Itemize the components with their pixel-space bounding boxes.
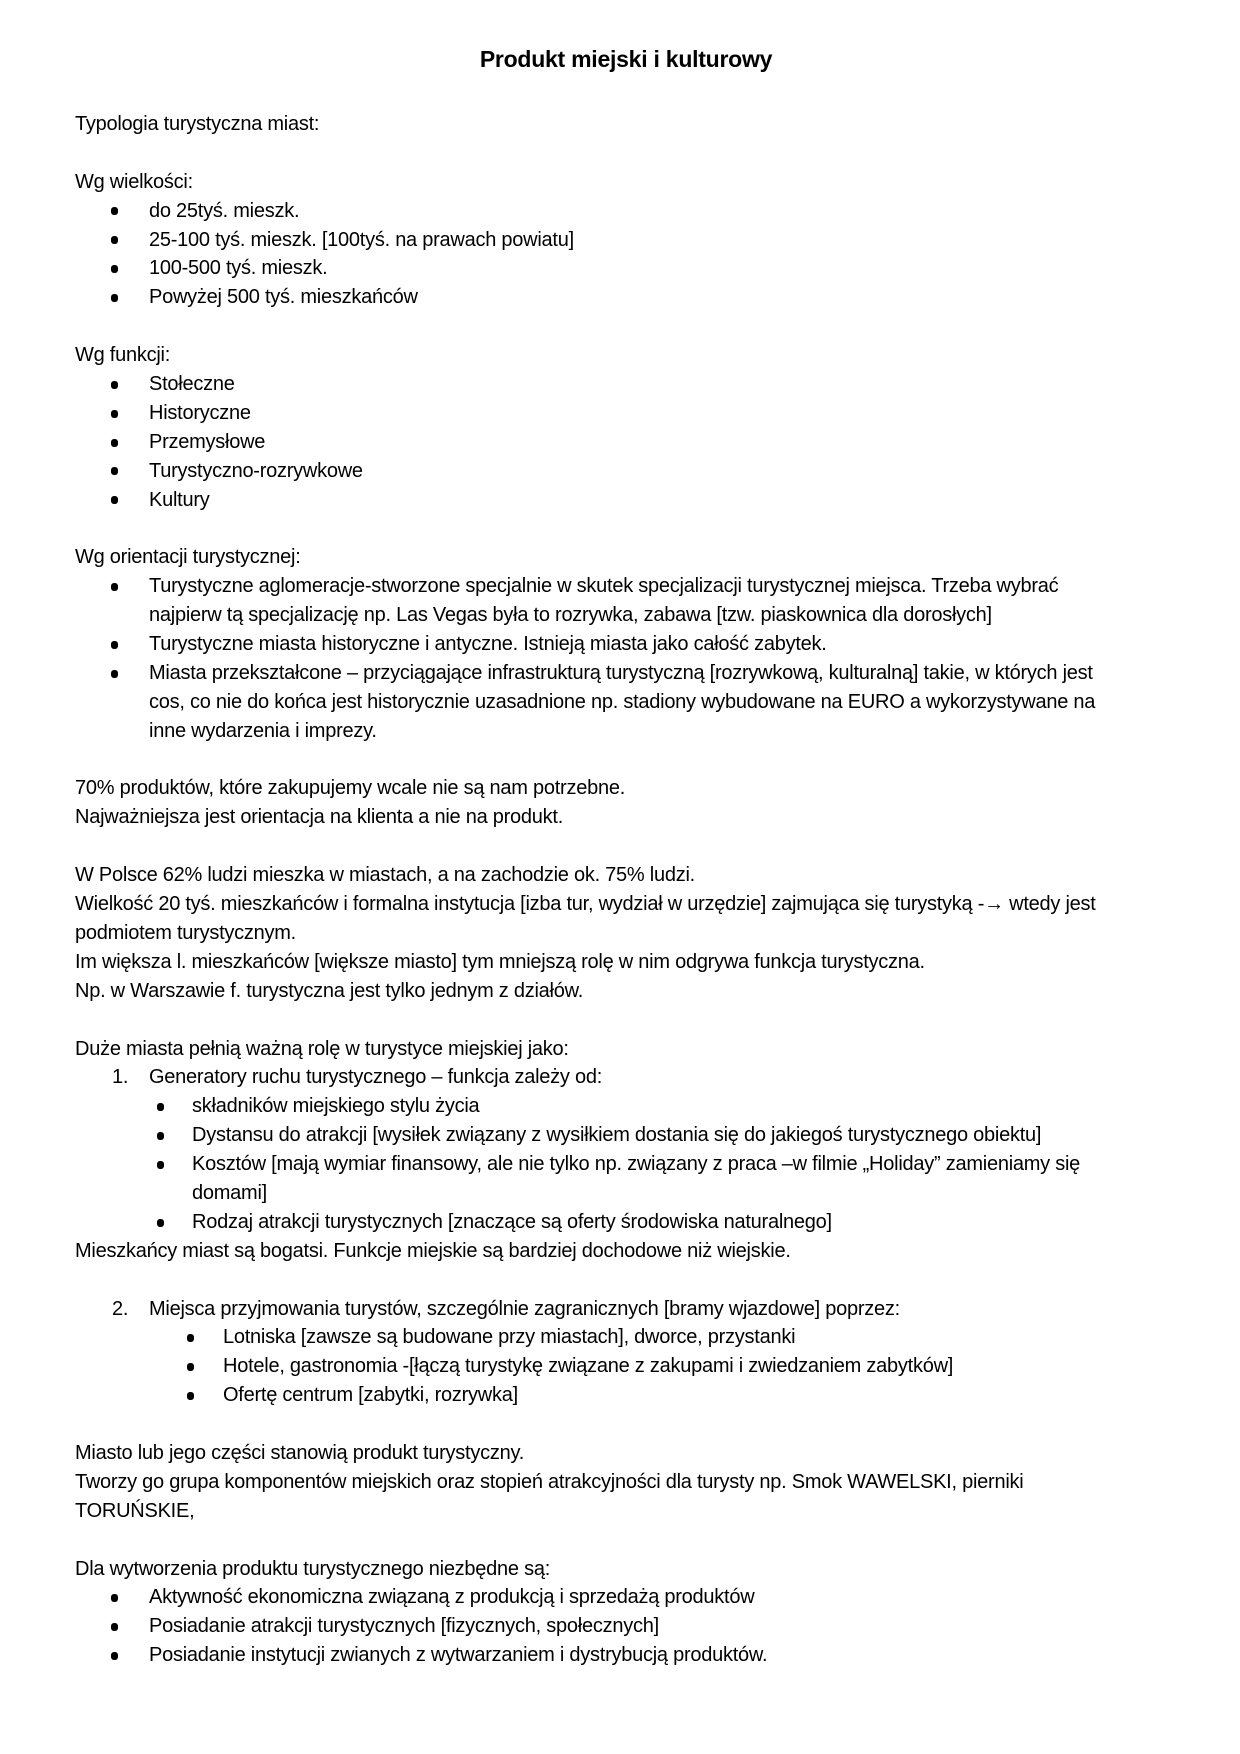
sub-list-item [75, 1150, 1195, 1179]
list-item-continuation: najpierw tą specjalizację np. Las Vegas była to rozrywka, zabawa [tzw. piaskownica dla dorosłych] [149, 604, 992, 627]
list-item-text: Turystyczne miasta historyczne i antyczne. Istnieją miasta jako całość zabytek. [149, 633, 827, 656]
list-item [75, 283, 1195, 312]
list-item-text: Historyczne [149, 401, 251, 424]
list-item-text: Ofertę centrum [zabytki, rozrywka] [223, 1384, 518, 1407]
list-item [75, 197, 1195, 226]
sub-list-item [75, 1323, 1195, 1352]
list-item-text: Kultury [149, 488, 210, 511]
numbered-item [75, 1063, 1195, 1092]
bullet-icon [187, 1323, 194, 1352]
list-item [75, 254, 1195, 283]
bullet-icon [111, 486, 118, 515]
list-item [75, 457, 1195, 486]
paragraph-line: W Polsce 62% ludzi mieszka w miastach, a na zachodzie ok. 75% ludzi. [75, 864, 695, 887]
bullet-icon [111, 254, 118, 283]
bullet-icon [111, 659, 118, 688]
sub-list-item [75, 1381, 1195, 1410]
bullet-icon [111, 370, 118, 399]
list-item [75, 1612, 1195, 1641]
numbered-item-text: Generatory ruchu turystycznego – funkcja zależy od: [149, 1066, 603, 1089]
bullet-icon [111, 1612, 118, 1641]
list-item-text: Turystyczno-rozrywkowe [149, 459, 363, 482]
list-item-text: Stołeczne [149, 373, 235, 396]
bullet-icon [111, 457, 118, 486]
sub-list-item [75, 1352, 1195, 1381]
sub-list-item [75, 1121, 1195, 1150]
list-item [75, 1583, 1195, 1612]
list-item-continuation: inne wydarzenia i imprezy. [149, 719, 377, 742]
bullet-icon [111, 1583, 118, 1612]
paragraph-line: Wielkość 20 tyś. mieszkańców i formalna instytucja [izba tur, wydział w urzędzie] zajmująca się turystyką -→ wtedy jest [75, 893, 1096, 916]
list-item [75, 370, 1195, 399]
bullet-icon [157, 1208, 164, 1237]
bullet-icon [111, 283, 118, 312]
paragraph-line: TORUŃSKIE, [75, 1499, 195, 1522]
bullet-icon [111, 399, 118, 428]
bullet-icon [111, 226, 118, 255]
bullet-icon [111, 428, 118, 457]
paragraph-line: Np. w Warszawie f. turystyczna jest tylko jednym z działów. [75, 979, 584, 1002]
list-item-text: Przemysłowe [149, 430, 266, 453]
sub-list-item [75, 1092, 1195, 1121]
list-item-text: Dystansu do atrakcji [wysiłek związany z wysiłkiem dostania się do jakiegoś turystycznego obiektu] [192, 1124, 1042, 1147]
size-heading: Wg wielkości: [75, 170, 193, 193]
paragraph-line: podmiotem turystycznym. [75, 921, 296, 944]
list-item [75, 630, 1195, 659]
bullet-icon [157, 1092, 164, 1121]
list-item [75, 572, 1195, 601]
document-title: Produkt miejski i kulturowy [479, 46, 773, 72]
list-item-continuation: domami] [192, 1181, 267, 1204]
list-item-text: Powyżej 500 tyś. mieszkańców [149, 286, 418, 309]
list-item [75, 399, 1195, 428]
list-item [75, 1641, 1195, 1670]
list-item-text: Rodzaj atrakcji turystycznych [znaczące są oferty środowiska naturalnego] [192, 1210, 832, 1233]
bullet-icon [157, 1150, 164, 1179]
paragraph-line: Mieszkańcy miast są bogatsi. Funkcje miejskie są bardziej dochodowe niż wiejskie. [75, 1239, 791, 1262]
paragraph-line: Miasto lub jego części stanowią produkt turystyczny. [75, 1441, 525, 1464]
list-item-text: Posiadanie atrakcji turystycznych [fizycznych, społecznych] [149, 1615, 659, 1638]
list-item-continuation: cos, co nie do końca jest historycznie uzasadnione np. stadiony wybudowane na EURO a wykorzystywane na [149, 690, 1096, 713]
bullet-icon [187, 1352, 194, 1381]
list-item-text: do 25tyś. mieszk. [149, 199, 300, 222]
item-number: 1. [112, 1066, 129, 1089]
bullet-icon [111, 572, 118, 601]
list-item-text: Lotniska [zawsze są budowane przy miastach], dworce, przystanki [223, 1326, 796, 1349]
bullet-icon [111, 1641, 118, 1670]
big-cities-heading: Duże miasta pełnią ważną rolę w turystyce miejskiej jako: [75, 1037, 569, 1060]
intro-text: Typologia turystyczna miast: [75, 113, 320, 135]
requirements-heading: Dla wytworzenia produktu turystycznego niezbędne są: [75, 1557, 551, 1580]
function-heading: Wg funkcji: [75, 344, 171, 367]
list-item-text: Miasta przekształcone – przyciągające infrastrukturą turystyczną [rozrywkową, kulturalną] takie, w których jest [149, 661, 1093, 684]
list-item-text: 100-500 tyś. mieszk. [149, 257, 328, 280]
paragraph-line: Im większa l. mieszkańców [większe miasto] tym mniejszą rolę w nim odgrywa funkcja turystyczna. [75, 950, 925, 973]
item-number: 2. [112, 1297, 129, 1320]
bullet-icon [187, 1381, 194, 1410]
list-item [75, 226, 1195, 255]
numbered-item [75, 1295, 1195, 1324]
list-item-text: Hotele, gastronomia -[łączą turystykę związane z zakupami i zwiedzaniem zabytków] [223, 1355, 954, 1378]
bullet-icon [111, 630, 118, 659]
bullet-icon [111, 197, 118, 226]
list-item-text: Aktywność ekonomiczna związaną z produkcją i sprzedażą produktów [149, 1586, 755, 1609]
bullet-icon [157, 1121, 164, 1150]
list-item [75, 659, 1195, 688]
list-item-text: Posiadanie instytucji zwianych z wytwarzaniem i dystrybucją produktów. [149, 1644, 768, 1667]
document-body [75, 110, 1195, 1670]
list-item-text: Turystyczne aglomeracje-stworzone specjalnie w skutek specjalizacji turystycznej miejsca. Trzeba wybrać [149, 575, 1059, 598]
list-item [75, 486, 1195, 515]
orientation-heading: Wg orientacji turystycznej: [75, 546, 301, 569]
numbered-item-text: Miejsca przyjmowania turystów, szczególnie zagranicznych [bramy wjazdowe] poprzez: [149, 1297, 900, 1320]
paragraph-line: Najważniejsza jest orientacja na klienta a nie na produkt. [75, 806, 564, 829]
list-item-text: składników miejskiego stylu życia [192, 1095, 480, 1118]
list-item-text: Kosztów [mają wymiar finansowy, ale nie tylko np. związany z praca –w filmie „Holiday” zamieniamy się [192, 1153, 1081, 1176]
paragraph-line: 70% produktów, które zakupujemy wcale nie są nam potrzebne. [75, 777, 626, 800]
list-item [75, 428, 1195, 457]
paragraph-line: Tworzy go grupa komponentów miejskich oraz stopień atrakcyjności dla turysty np. Smok WAWELSKI, pierniki [75, 1470, 1024, 1493]
sub-list-item [75, 1208, 1195, 1237]
list-item-text: 25-100 tyś. mieszk. [100tyś. na prawach powiatu] [149, 228, 574, 251]
